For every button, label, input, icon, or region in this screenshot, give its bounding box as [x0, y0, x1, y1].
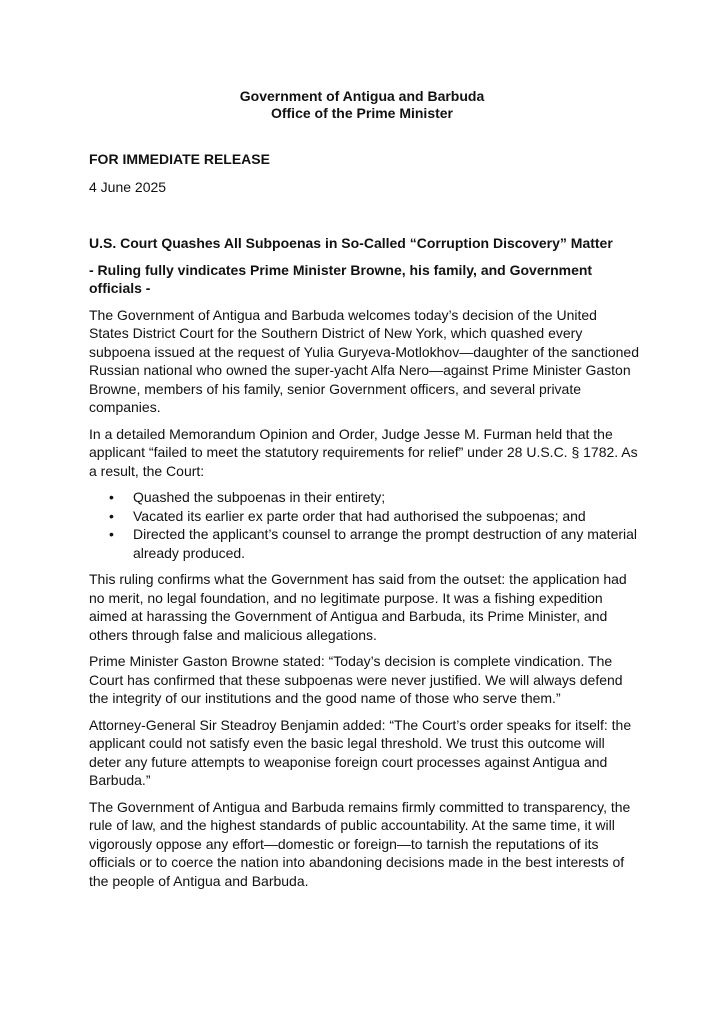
release-date: 4 June 2025 — [89, 178, 167, 195]
paragraph-court-decision: The Government of Antigua and Barbuda welcomes today’s decision of the United States District Court for the Southern District of New York, which quashed every subpoena issued at the request of Yulia Guryeva-Motlokhov—daughter of the sanctioned Russian national who owned the super-yacht Alfa Nero—against Prime Minister Gaston Browne, members of his family, senior Government officers, and several private companies. — [89, 306, 639, 415]
paragraph-government-position: This ruling confirms what the Government has said from the outset: the application had no merit, no legal foundation, and no legitimate purpose. It was a fishing expedition aimed at harassing the Government of Antigua and Barbuda, its Prime Minister, and others through false and malicious allegations. — [89, 571, 627, 643]
list-item — [109, 525, 639, 562]
bullet-icon: • — [109, 526, 114, 542]
paragraph-closing-commitment: The Government of Antigua and Barbuda remains firmly committed to transparency, the rule of law, and the highest standards of public accountability. At the same time, it will vigorously oppose any effort—domestic or foreign—to tarnish the reputations of its officials or to coerce the nation into abandoning decisions made in the best interests of the people of Antigua and Barbuda. — [89, 798, 631, 889]
court-actions-list — [89, 488, 639, 562]
headline: U.S. Court Quashes All Subpoenas in So-Called “Corruption Discovery” Matter — [89, 235, 613, 251]
list-item-text: Directed the applicant’s counsel to arrange the prompt destruction of any material already produced. — [133, 526, 638, 561]
release-body — [89, 150, 639, 890]
subheadline: - Ruling fully vindicates Prime Minister Browne, his family, and Government officials - — [89, 261, 593, 296]
list-item-text: Quashed the subpoenas in their entirety; — [133, 489, 386, 505]
list-item — [109, 488, 639, 507]
paragraph-attorney-general-quote: Attorney-General Sir Steadroy Benjamin added: “The Court’s order speaks for itself: the applicant could not satisfy even the basic legal threshold. We trust this outcome will deter any future attempts to weaponise foreign court processes against Antigua and Barbuda.” — [89, 716, 632, 788]
paragraph-prime-minister-quote: Prime Minister Gaston Browne stated: “Today’s decision is complete vindication. The Court has confirmed that these subpoenas were never justified. We will always defend the integrity of our institutions and the good name of those who serve them.” — [89, 653, 623, 706]
list-item — [109, 507, 639, 526]
bullet-icon: • — [109, 507, 114, 524]
government-name: Government of Antigua and Barbuda — [239, 88, 485, 104]
letterhead — [0, 88, 724, 122]
bullet-icon: • — [109, 489, 114, 505]
office-name: Office of the Prime Minister — [270, 105, 454, 121]
list-item-text: Vacated its earlier ex parte order that had authorised the subpoenas; and — [133, 507, 586, 524]
release-label: FOR IMMEDIATE RELEASE — [89, 151, 270, 167]
paragraph-memorandum-opinion: In a detailed Memorandum Opinion and Order, Judge Jesse M. Furman held that the applicant “failed to meet the statutory requirements for relief” under 28 U.S.C. § 1782. As a result, the Court: — [89, 425, 638, 479]
